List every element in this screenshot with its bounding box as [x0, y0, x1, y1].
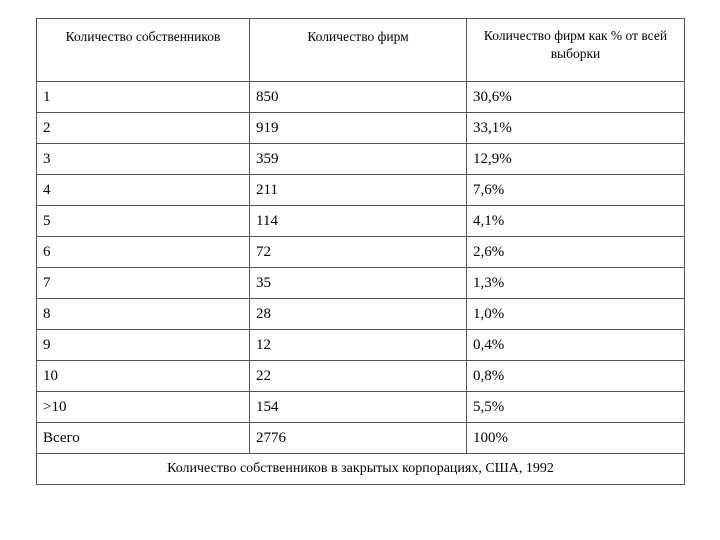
cell-firms: 28	[250, 299, 467, 330]
table-row-total	[37, 423, 685, 454]
cell-owners: 9	[37, 330, 250, 361]
table-row	[37, 175, 685, 206]
ownership-table	[36, 18, 685, 485]
cell-firms: 211	[250, 175, 467, 206]
cell-percent: 4,1%	[467, 206, 685, 237]
cell-percent: 33,1%	[467, 113, 685, 144]
table-row	[37, 361, 685, 392]
cell-percent: 1,0%	[467, 299, 685, 330]
cell-owners: 2	[37, 113, 250, 144]
cell-firms: 35	[250, 268, 467, 299]
header-firms: Количество фирм	[250, 19, 467, 82]
cell-firms: 919	[250, 113, 467, 144]
table-row	[37, 268, 685, 299]
table-caption: Количество собственников в закрытых корпорациях, США, 1992	[37, 454, 685, 485]
cell-percent: 2,6%	[467, 237, 685, 268]
cell-firms: 12	[250, 330, 467, 361]
cell-percent: 100%	[467, 423, 685, 454]
cell-firms: 72	[250, 237, 467, 268]
cell-owners: 8	[37, 299, 250, 330]
cell-owners: >10	[37, 392, 250, 423]
cell-owners: 4	[37, 175, 250, 206]
cell-firms: 850	[250, 82, 467, 113]
cell-percent: 0,8%	[467, 361, 685, 392]
cell-percent: 12,9%	[467, 144, 685, 175]
cell-owners: 1	[37, 82, 250, 113]
cell-percent: 7,6%	[467, 175, 685, 206]
cell-owners: 5	[37, 206, 250, 237]
table-caption-row	[37, 454, 685, 485]
cell-firms: 22	[250, 361, 467, 392]
header-percent: Количество фирм как % от всей выборки	[467, 19, 685, 82]
cell-owners: 7	[37, 268, 250, 299]
cell-percent: 5,5%	[467, 392, 685, 423]
table-row	[37, 113, 685, 144]
cell-percent: 30,6%	[467, 82, 685, 113]
table-row	[37, 237, 685, 268]
cell-owners: 10	[37, 361, 250, 392]
table-row	[37, 144, 685, 175]
table-header-row	[37, 19, 685, 82]
cell-percent: 0,4%	[467, 330, 685, 361]
cell-owners: Всего	[37, 423, 250, 454]
header-owners: Количество собственников	[37, 19, 250, 82]
table-row	[37, 82, 685, 113]
cell-firms: 114	[250, 206, 467, 237]
table-row	[37, 392, 685, 423]
table-row	[37, 330, 685, 361]
cell-firms: 154	[250, 392, 467, 423]
cell-firms: 359	[250, 144, 467, 175]
table-row	[37, 299, 685, 330]
cell-percent: 1,3%	[467, 268, 685, 299]
cell-firms: 2776	[250, 423, 467, 454]
table-row	[37, 206, 685, 237]
cell-owners: 3	[37, 144, 250, 175]
cell-owners: 6	[37, 237, 250, 268]
